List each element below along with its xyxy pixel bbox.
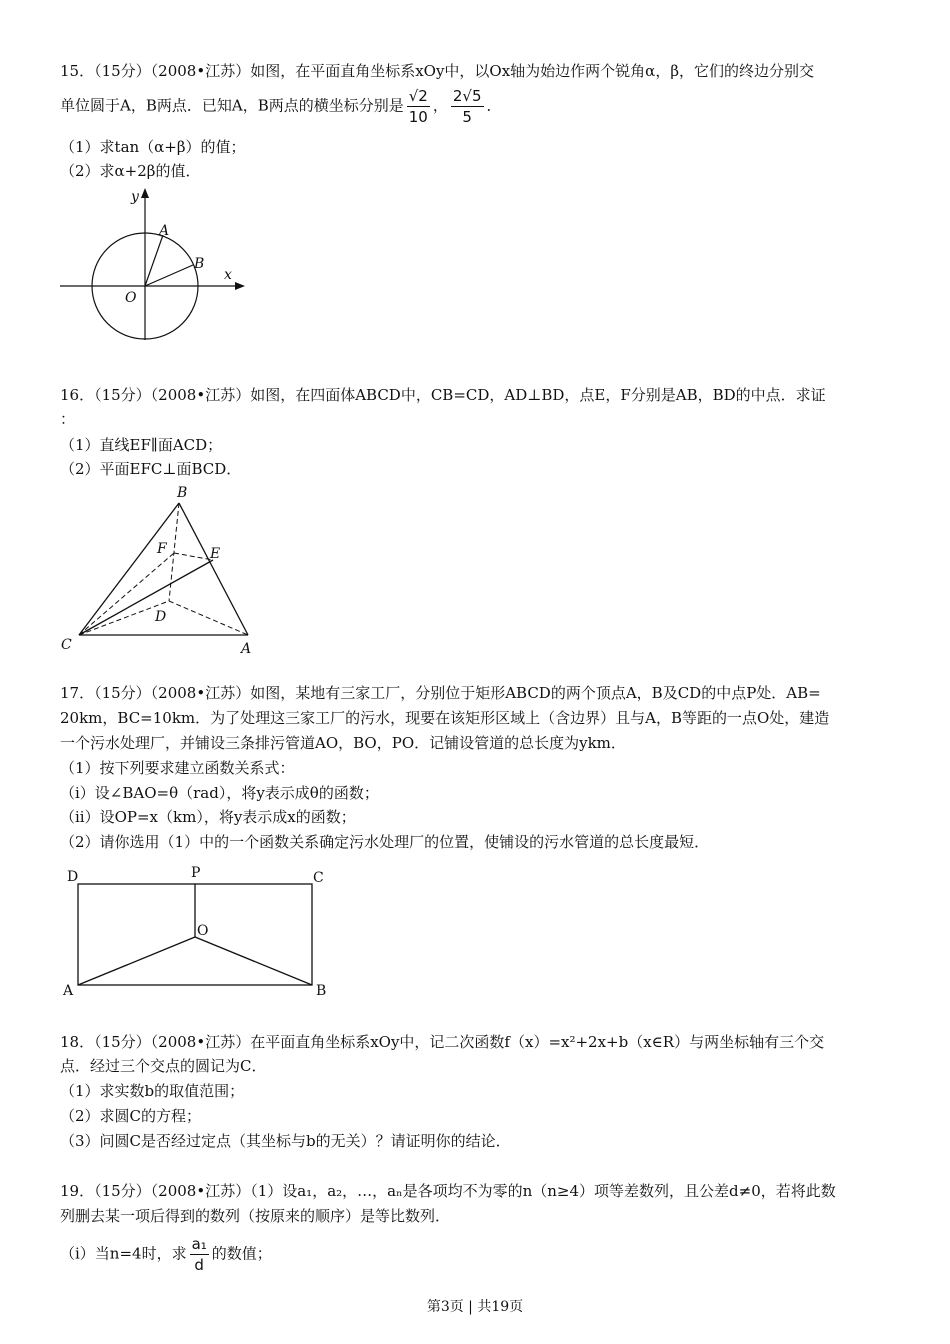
q17-fig-p-label: P [191,865,201,881]
q17-sub1: （1）按下列要求建立函数关系式： [60,759,295,777]
q17-sub1ii: （ii）设OP=x（km），将y表示成x的函数； [60,808,356,826]
q16-sub2: （2）平面EFC⊥面BCD． [60,460,242,478]
q17-fig-c-label: C [313,870,324,886]
q19-sub-i [60,1234,272,1275]
q16-sub1: （1）直线EF∥面ACD； [60,436,223,454]
q15-line2-text: 单位圆于A，B两点．已知A，B两点的横坐标分别是 [60,96,404,115]
q15-fig-y-label: y [131,189,139,205]
q15-fraction-2 [451,86,484,127]
q16-fig-d-label: D [155,609,167,625]
q15-fraction-1 [407,86,430,127]
q15-frac1-den: 10 [408,108,428,126]
q19-line2: 列删去某一项后得到的数列（按原来的顺序）是等比数列． [60,1207,451,1225]
q15-frac1-num: √2 [408,87,428,105]
q19-line1: 19．（15分）（2008•江苏）（1）设a₁，a₂，…，aₙ是各项均不为零的n（n≥4）项等差数列，且公差d≠0，若将此数 [60,1182,836,1200]
q16-fig-e-label: E [210,546,221,562]
q16-fig-c-label: C [61,637,72,653]
q19-frac-den: d [194,1256,204,1274]
q15-fig-b-label: B [194,256,205,272]
q15-frac2-num: 2√5 [452,87,482,105]
q19-frac-num: a₁ [191,1235,207,1253]
q16-line1: 16．（15分）（2008•江苏）如图，在四面体ABCD中，CB=CD，AD⊥BD，点E，F分别是AB，BD的中点．求证 [60,386,826,404]
q17-sub1i: （i）设∠BAO=θ（rad），将y表示成θ的函数； [60,784,379,802]
q17-fig-d-label: D [67,869,79,885]
q16-tetrahedron-figure [55,483,275,658]
q17-fig-o-label: O [197,923,209,939]
q18-sub1: （1）求实数b的取值范围； [60,1082,245,1100]
q17-line2: 20km，BC=10km．为了处理这三家工厂的污水，现要在该矩形区域上（含边界）且与A，B等距的一点O处，建造 [60,709,830,727]
q15-sep: ， [432,96,448,115]
q19-sub-i-text: （i）当n=4时，求 [60,1244,187,1263]
q17-rectangle-figure [55,860,345,1005]
q18-line2: 点．经过三个交点的圆记为C． [60,1057,267,1075]
q18-sub2: （2）求圆C的方程； [60,1107,202,1125]
q18-line1: 18．（15分）（2008•江苏）在平面直角坐标系xOy中，记二次函数f（x）=x²+2x+b（x∈R）与两坐标轴有三个交 [60,1033,825,1051]
page-footer: 第3页 | 共19页 [426,1299,524,1315]
q15-line1: 15．（15分）（2008•江苏）如图，在平面直角坐标系xOy中，以Ox轴为始边作两个锐角α，β，它们的终边分别交 [60,62,814,80]
q15-line2 [60,86,502,127]
q15-fig-x-label: x [224,267,232,283]
q16-fig-a-label: A [241,641,252,657]
q16-fig-b-label: B [177,485,188,501]
q18-sub3: （3）问圆C是否经过定点（其坐标与b的无关）？请证明你的结论． [60,1132,511,1150]
q17-sub2: （2）请你选用（1）中的一个函数关系确定污水处理厂的位置，使铺设的污水管道的总长度最短． [60,833,710,851]
q15-frac2-den: 5 [462,108,472,126]
q17-line1: 17．（15分）（2008•江苏）如图，某地有三家工厂，分别位于矩形ABCD的两个顶点A，B及CD的中点P处．AB= [60,684,821,702]
q15-sub2: （2）求α+2β的值． [60,162,201,180]
q17-line3: 一个污水处理厂，并铺设三条排污管道AO，BO，PO．记铺设管道的总长度为ykm． [60,734,626,752]
q15-unit-circle-figure [55,185,255,345]
q17-fig-b-label: B [316,983,327,999]
q15-fig-a-label: A [159,223,170,239]
q19-sub-i-end: 的数值； [211,1244,272,1263]
q16-fig-f-label: F [157,541,167,557]
q19-fraction [190,1234,209,1275]
q17-fig-a-label: A [63,983,74,999]
q15-fig-o-label: O [125,290,137,306]
q15-line2-end: ． [486,96,502,115]
q16-line2: ： [60,410,76,428]
q15-sub1: （1）求tan（α+β）的值； [60,138,246,156]
